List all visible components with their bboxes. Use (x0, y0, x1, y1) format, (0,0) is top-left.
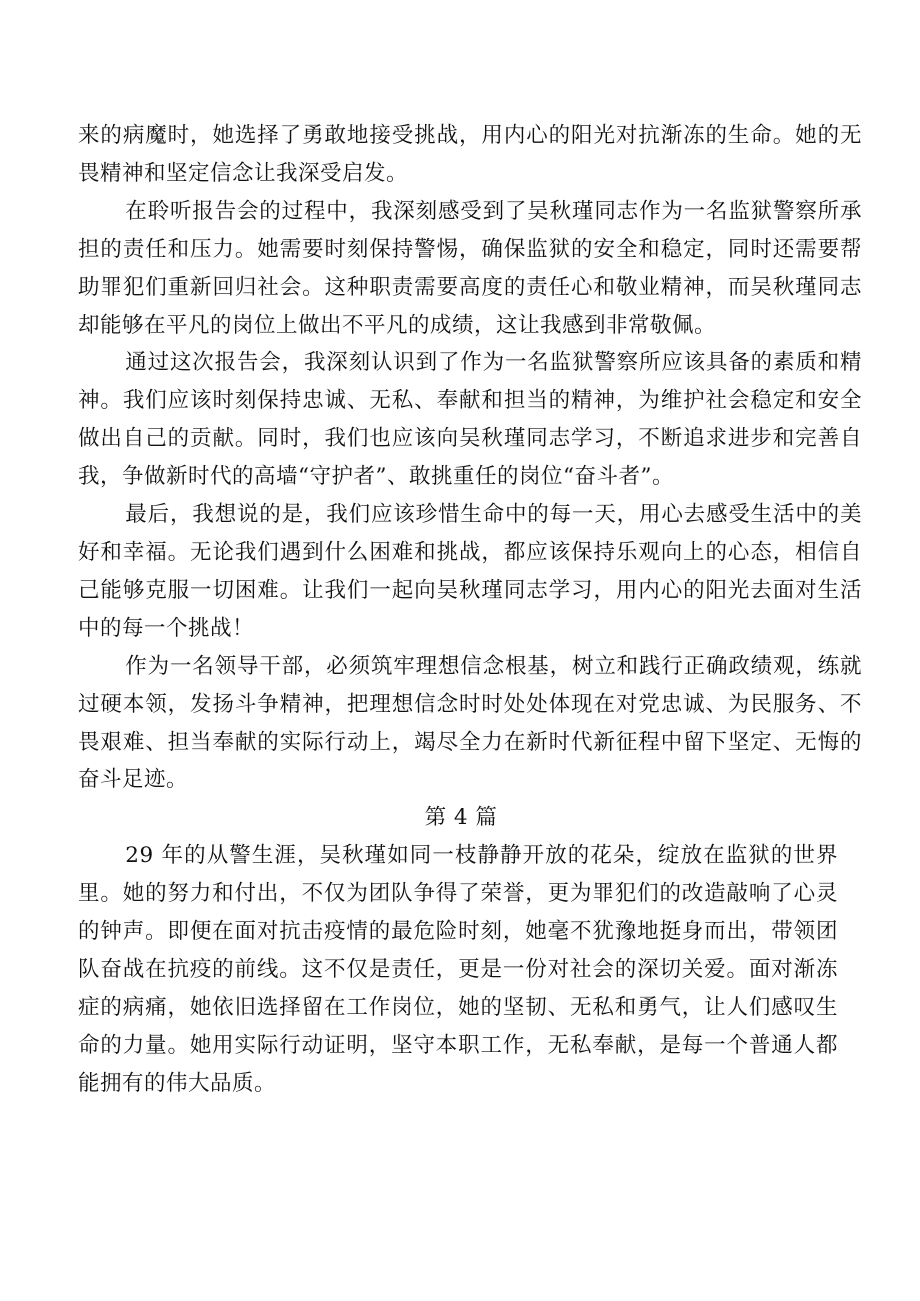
paragraph-section-4: 29 年的从警生涯，吴秋瑾如同一枝静静开放的花朵，绽放在监狱的世界里。她的努力和付出，不仅为团队争得了荣誉，更为罪犯们的改造敲响了心灵的钟声。即便在面对抗击疫情的最危险时刻，她毫不犹豫地挺身而出，带领团队奋战在抗疫的前线。这不仅是责任，更是一份对社会的深切关爱。面对渐冻症的病痛，她依旧选择留在工作岗位，她的坚韧、无私和勇气，让人们感叹生命的力量。她用实际行动证明，坚守本职工作，无私奉献，是每一个普通人都能拥有的伟大品质。 (78, 843, 838, 1096)
paragraph-report-reflection: 在聆听报告会的过程中，我深刻感受到了吴秋瑾同志作为一名监狱警察所承担的责任和压力。她需要时刻保持警惕，确保监狱的安全和稳定，同时还需要帮助罪犯们重新回归社会。这种职责需要高度的责任心和敬业精神，而吴秋瑾同志却能够在平凡的岗位上做出不平凡的成绩，这让我感到非常敬佩。 (78, 198, 862, 338)
paragraph-leadership: 作为一名领导干部，必须筑牢理想信念根基，树立和践行正确政绩观，练就过硬本领，发扬斗争精神，把理想信念时时处处体现在对党忠诚、为民服务、不畏艰难、担当奉献的实际行动上，竭尽全力在新时代新征程中留下坚定、无悔的奋斗足迹。 (78, 653, 862, 793)
section-heading: 第 4 篇 (424, 805, 498, 831)
document-body (78, 117, 862, 1103)
paragraph-continuation: 来的病魔时，她选择了勇敢地接受挑战，用内心的阳光对抗渐冻的生命。她的无畏精神和坚定信念让我深受启发。 (78, 123, 862, 186)
paragraph-qualities: 通过这次报告会，我深刻认识到了作为一名监狱警察所应该具备的素质和精神。我们应该时刻保持忠诚、无私、奉献和担当的精神，为维护社会稳定和安全做出自己的贡献。同时，我们也应该向吴秋瑾同志学习，不断追求进步和完善自我，争做新时代的高墙“守护者”、敢挑重任的岗位“奋斗者”。 (78, 350, 862, 490)
paragraph-conclusion: 最后，我想说的是，我们应该珍惜生命中的每一天，用心去感受生活中的美好和幸福。无论我们遇到什么困难和挑战，都应该保持乐观向上的心态，相信自己能够克服一切困难。让我们一起向吴秋瑾同志学习，用内心的阳光去面对生活中的每一个挑战！ (78, 502, 862, 641)
